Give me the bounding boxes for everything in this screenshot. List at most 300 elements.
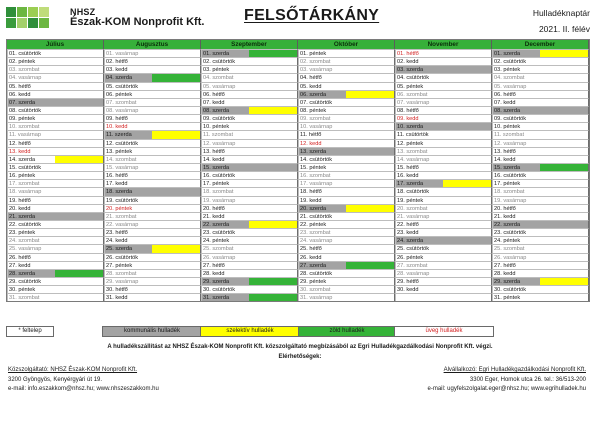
day-cell: 09. csütörtök [201,114,249,122]
day-cell: 09. kedd [395,114,443,122]
contact-left [8,366,159,395]
day-cell: 17. szerda [395,179,443,187]
day-cell: 01. csütörtök [7,49,55,57]
collection-marker [346,212,395,220]
collection-marker [443,163,492,171]
collection-marker [249,65,298,73]
collection-marker [346,163,395,171]
collection-marker [443,122,492,130]
collection-marker [55,269,104,277]
day-cell: 04. szombat [201,73,249,81]
collection-marker [249,269,298,277]
day-cell: 21. vasárnap [395,212,443,220]
footer-line2: Elérhetőségek: [278,354,322,360]
collection-marker [55,236,104,244]
collection-marker [249,49,298,57]
collection-marker [346,261,395,269]
day-cell: 20. hétfő [492,204,540,212]
day-cell: 04. csütörtök [395,73,443,81]
collection-marker [55,98,104,106]
day-cell: 14. kedd [492,155,540,163]
collection-marker [152,98,201,106]
day-cell: 31. szombat [7,293,55,301]
day-cell: 04. hétfő [298,73,346,81]
day-cell: 10. kedd [104,122,152,130]
collection-marker [443,228,492,236]
day-cell: 14. kedd [201,155,249,163]
day-cell: 01. szerda [201,49,249,57]
collection-marker [443,253,492,261]
day-cell: 27. szerda [298,261,346,269]
collection-marker [540,90,589,98]
day-cell: 09. péntek [7,114,55,122]
day-cell: 24. szombat [7,236,55,244]
day-cell: 05. vasárnap [492,82,540,90]
collection-marker [55,147,104,155]
day-cell: 17. péntek [492,179,540,187]
collection-marker [55,114,104,122]
collection-marker [443,106,492,114]
day-cell: 06. szerda [298,90,346,98]
collection-marker [55,212,104,220]
collection-marker [249,236,298,244]
collection-marker [540,114,589,122]
collection-marker [346,269,395,277]
collection-marker [346,196,395,204]
day-cell: 30. szombat [298,285,346,293]
collection-marker [249,244,298,252]
collection-marker [346,57,395,65]
collection-marker [540,122,589,130]
collection-marker [152,155,201,163]
day-cell: 12. hétfő [7,139,55,147]
day-cell: 20. szerda [298,204,346,212]
day-cell: 12. csütörtök [104,139,152,147]
day-cell: 02. hétfő [104,57,152,65]
day-cell: 01. vasárnap [104,49,152,57]
day-cell: 26. vasárnap [492,253,540,261]
day-cell: 18. szombat [201,187,249,195]
collection-marker [540,179,589,187]
collection-marker [249,285,298,293]
collection-marker [443,187,492,195]
day-cell: 05. kedd [298,82,346,90]
collection-marker [249,228,298,236]
day-cell: 15. szerda [201,163,249,171]
contact-left-title: Közszolgáltató: NHSZ Észak-KOM Nonprofit Kft. [8,367,138,373]
collection-marker [443,98,492,106]
collection-marker [540,261,589,269]
day-cell: 28. kedd [492,269,540,277]
collection-marker [346,114,395,122]
collection-marker [540,106,589,114]
day-cell: 26. kedd [298,253,346,261]
day-cell: 08. péntek [298,106,346,114]
day-cell: 02. csütörtök [492,57,540,65]
collection-marker [152,163,201,171]
collection-marker [249,293,298,301]
collection-marker [540,285,589,293]
collection-marker [55,106,104,114]
collection-marker [540,171,589,179]
collection-marker [55,130,104,138]
company-logo [6,7,205,31]
day-cell: 24. szerda [395,236,443,244]
day-cell: 02. péntek [7,57,55,65]
day-cell: 02. csütörtök [201,57,249,65]
day-cell: 10. péntek [201,122,249,130]
day-cell: 17. vasárnap [298,179,346,187]
collection-marker [55,65,104,73]
day-cell: 18. vasárnap [7,187,55,195]
collection-marker [346,122,395,130]
collection-marker [346,187,395,195]
collection-marker [443,155,492,163]
collection-marker [443,269,492,277]
collection-marker [249,139,298,147]
day-cell: 06. péntek [104,90,152,98]
collection-marker [152,269,201,277]
collection-marker [443,212,492,220]
day-cell: 11. csütörtök [395,130,443,138]
collection-marker [55,139,104,147]
collection-marker [540,163,589,171]
day-cell: 30. csütörtök [201,285,249,293]
day-cell: 27. szombat [395,261,443,269]
day-cell: 11. vasárnap [7,130,55,138]
collection-marker [152,204,201,212]
day-cell: 27. kedd [7,261,55,269]
collection-marker [443,57,492,65]
collection-marker [540,220,589,228]
day-cell: 26. vasárnap [201,253,249,261]
collection-marker [152,147,201,155]
day-cell: 05. hétfő [7,82,55,90]
collection-marker [540,49,589,57]
day-cell: 19. hétfő [7,196,55,204]
collection-marker [152,57,201,65]
day-cell: 12. kedd [298,139,346,147]
collection-marker [443,171,492,179]
day-cell: 14. szerda [7,155,55,163]
logo-short: NHSZ [70,7,96,17]
day-cell: 09. csütörtök [492,114,540,122]
collection-marker [152,244,201,252]
calendar-label: Hulladéknaptár [532,8,590,18]
contact-left-email[interactable]: e-mail: info.eszakkom@nhsz.hu; www.nhszeszakkom.hu [8,386,159,392]
collection-marker [540,65,589,73]
collection-marker [540,269,589,277]
day-cell: 20. péntek [104,204,152,212]
day-cell: 23. szombat [298,228,346,236]
day-cell: 16. szombat [298,171,346,179]
collection-marker [443,244,492,252]
collection-marker [152,114,201,122]
collection-marker [540,73,589,81]
day-cell: 24. kedd [104,236,152,244]
collection-marker [152,49,201,57]
day-cell: 16. csütörtök [492,171,540,179]
day-cell: 07. kedd [201,98,249,106]
day-cell: 13. hétfő [492,147,540,155]
collection-marker [443,139,492,147]
collection-marker [55,187,104,195]
day-cell: 22. vasárnap [104,220,152,228]
day-cell: 10. szombat [7,122,55,130]
day-cell: 27. hétfő [492,261,540,269]
collection-marker [55,293,104,301]
day-cell: 03. péntek [201,65,249,73]
day-cell: 03. péntek [492,65,540,73]
collection-marker [249,82,298,90]
footer-line1: A hulladékszállítást az NHSZ Észak-KOM Nonprofit Kft. közszolgáltató megbízásából az Egri Hulladékgazdálkodási Nonprofit Kft. végzi. [107,344,493,350]
collection-marker [55,261,104,269]
collection-marker [152,261,201,269]
day-cell: 26. péntek [395,253,443,261]
day-cell: 06. hétfő [492,90,540,98]
collection-marker [443,130,492,138]
day-cell: 25. szombat [492,244,540,252]
day-cell: 23. hétfő [104,228,152,236]
collection-marker [249,261,298,269]
collection-marker [249,147,298,155]
collection-marker [540,236,589,244]
day-cell: 29. szerda [201,277,249,285]
collection-marker [346,285,395,293]
collection-marker [346,98,395,106]
collection-marker [540,253,589,261]
collection-marker [249,204,298,212]
day-cell: 24. vasárnap [298,236,346,244]
day-cell: 17. szombat [7,179,55,187]
month-header: Július [7,40,104,49]
collection-marker [443,147,492,155]
collection-marker [346,90,395,98]
collection-marker [346,244,395,252]
day-cell: 10. vasárnap [298,122,346,130]
collection-marker [346,106,395,114]
day-cell: 31. vasárnap [298,293,346,301]
collection-marker [443,90,492,98]
day-cell: 22. hétfő [395,220,443,228]
collection-marker [152,220,201,228]
day-cell: 05. vasárnap [201,82,249,90]
collection-marker [55,155,104,163]
day-cell: 11. hétfő [298,130,346,138]
day-cell: 26. csütörtök [104,253,152,261]
collection-marker [540,139,589,147]
day-cell: 28. vasárnap [395,269,443,277]
legend [6,326,588,336]
collection-marker [249,73,298,81]
day-cell: 12. péntek [395,139,443,147]
day-cell: 25. hétfő [298,244,346,252]
legend-selective: szelektív hulladék [200,326,300,337]
collection-marker [540,147,589,155]
collection-marker [152,122,201,130]
collection-marker [249,57,298,65]
day-cell: 30. hétfő [104,285,152,293]
day-cell: 14. csütörtök [298,155,346,163]
collection-marker [443,82,492,90]
day-cell: 11. szombat [201,130,249,138]
day-cell: 10. péntek [492,122,540,130]
day-cell: 13. szombat [395,147,443,155]
day-cell: 09. szombat [298,114,346,122]
collection-marker [540,293,589,301]
day-cell: 09. hétfő [104,114,152,122]
day-cell: 30. kedd [395,285,443,293]
day-cell: 05. csütörtök [104,82,152,90]
day-cell: 18. szombat [492,187,540,195]
collection-marker [55,122,104,130]
collection-marker [346,220,395,228]
month-header: December [492,40,589,49]
collection-marker [249,171,298,179]
day-cell: 07. szerda [7,98,55,106]
collection-marker [152,236,201,244]
day-cell: 23. kedd [395,228,443,236]
collection-marker [346,228,395,236]
month-header: Augusztus [104,40,201,49]
day-cell: 21. kedd [492,212,540,220]
day-cell: 25. csütörtök [395,244,443,252]
day-cell: 25. vasárnap [7,244,55,252]
day-cell: 28. kedd [201,269,249,277]
legend-green-waste: zöld hulladék [298,326,396,337]
collection-marker [152,285,201,293]
collection-marker [249,179,298,187]
legend-glass: üveg hulladék [394,326,494,337]
collection-marker [55,171,104,179]
calendar-period: 2021. II. félév [538,24,590,34]
collection-marker [249,163,298,171]
contact-right-title: Alvállalkozó: Egri Hulladékgazdálkodási Nonprofit Kft. [443,367,586,373]
day-cell: 31. kedd [104,293,152,301]
day-cell: 05. péntek [395,82,443,90]
day-cell: 25. szombat [201,244,249,252]
collection-marker [152,171,201,179]
day-cell: 30. péntek [7,285,55,293]
day-cell: 15. szerda [492,163,540,171]
day-cell: 19. péntek [395,196,443,204]
collection-marker [540,196,589,204]
collection-marker [249,130,298,138]
collection-marker [346,139,395,147]
collection-marker [55,179,104,187]
collection-marker [249,277,298,285]
collection-marker [443,261,492,269]
collection-marker [249,106,298,114]
collection-marker [152,90,201,98]
collection-marker [346,147,395,155]
logo-name: Észak-KOM Nonprofit Kft. [70,16,205,28]
day-cell: 03. szerda [395,65,443,73]
collection-marker [249,90,298,98]
day-cell: 06. hétfő [201,90,249,98]
day-cell: 13. péntek [104,147,152,155]
collection-marker [249,196,298,204]
day-cell: 15. hétfő [395,163,443,171]
collection-marker [55,204,104,212]
collection-marker [55,196,104,204]
day-cell: 10. szerda [395,122,443,130]
day-cell: 11. szombat [492,130,540,138]
day-cell: 16. csütörtök [201,171,249,179]
collection-marker [540,228,589,236]
collection-marker [152,73,201,81]
collection-marker [55,49,104,57]
day-cell [395,293,443,301]
day-cell: 23. csütörtök [201,228,249,236]
day-cell: 15. péntek [298,163,346,171]
day-cell: 14. vasárnap [395,155,443,163]
collection-marker [152,82,201,90]
collection-marker [55,57,104,65]
collection-marker [346,73,395,81]
collection-marker [346,277,395,285]
collection-marker [443,179,492,187]
day-cell: 24. péntek [201,236,249,244]
day-cell: 29. szerda [492,277,540,285]
day-cell: 07. vasárnap [395,98,443,106]
collection-marker [152,179,201,187]
collection-marker [443,220,492,228]
day-cell: 13. hétfő [201,147,249,155]
day-cell: 03. szombat [7,65,55,73]
day-cell: 21. szombat [104,212,152,220]
day-cell: 27. péntek [104,261,152,269]
day-cell: 01. hétfő [395,49,443,57]
collection-marker [540,204,589,212]
contact-right [427,366,586,395]
day-cell: 08. szerda [201,106,249,114]
day-cell: 28. csütörtök [298,269,346,277]
day-cell: 28. szombat [104,269,152,277]
day-cell: 25. szerda [104,244,152,252]
day-cell: 18. hétfő [298,187,346,195]
collection-marker [443,49,492,57]
collection-marker [346,293,395,301]
collection-marker [249,253,298,261]
collection-marker [346,171,395,179]
collection-marker [443,277,492,285]
collection-marker [540,277,589,285]
collection-marker [346,236,395,244]
day-cell: 06. szombat [395,90,443,98]
contact-right-email[interactable]: e-mail: ugyfelszolgalat.eger@nhsz.hu; www.egrihulladek.hu [427,386,586,392]
day-cell: 22. csütörtök [7,220,55,228]
collection-marker [249,220,298,228]
day-cell: 22. szerda [201,220,249,228]
day-cell: 31. péntek [492,293,540,301]
collection-marker [152,130,201,138]
day-cell: 30. csütörtök [492,285,540,293]
day-cell: 04. szombat [492,73,540,81]
day-cell: 17. kedd [104,179,152,187]
collection-marker [346,65,395,73]
collection-marker [540,57,589,65]
collection-marker [540,155,589,163]
collection-marker [55,228,104,236]
day-cell: 27. hétfő [201,261,249,269]
collection-marker [540,98,589,106]
day-cell: 12. vasárnap [201,139,249,147]
day-cell: 31. szerda [201,293,249,301]
page-title: FELSŐTÁRKÁNY [244,7,380,24]
day-cell: 01. szerda [492,49,540,57]
day-cell: 26. hétfő [7,253,55,261]
